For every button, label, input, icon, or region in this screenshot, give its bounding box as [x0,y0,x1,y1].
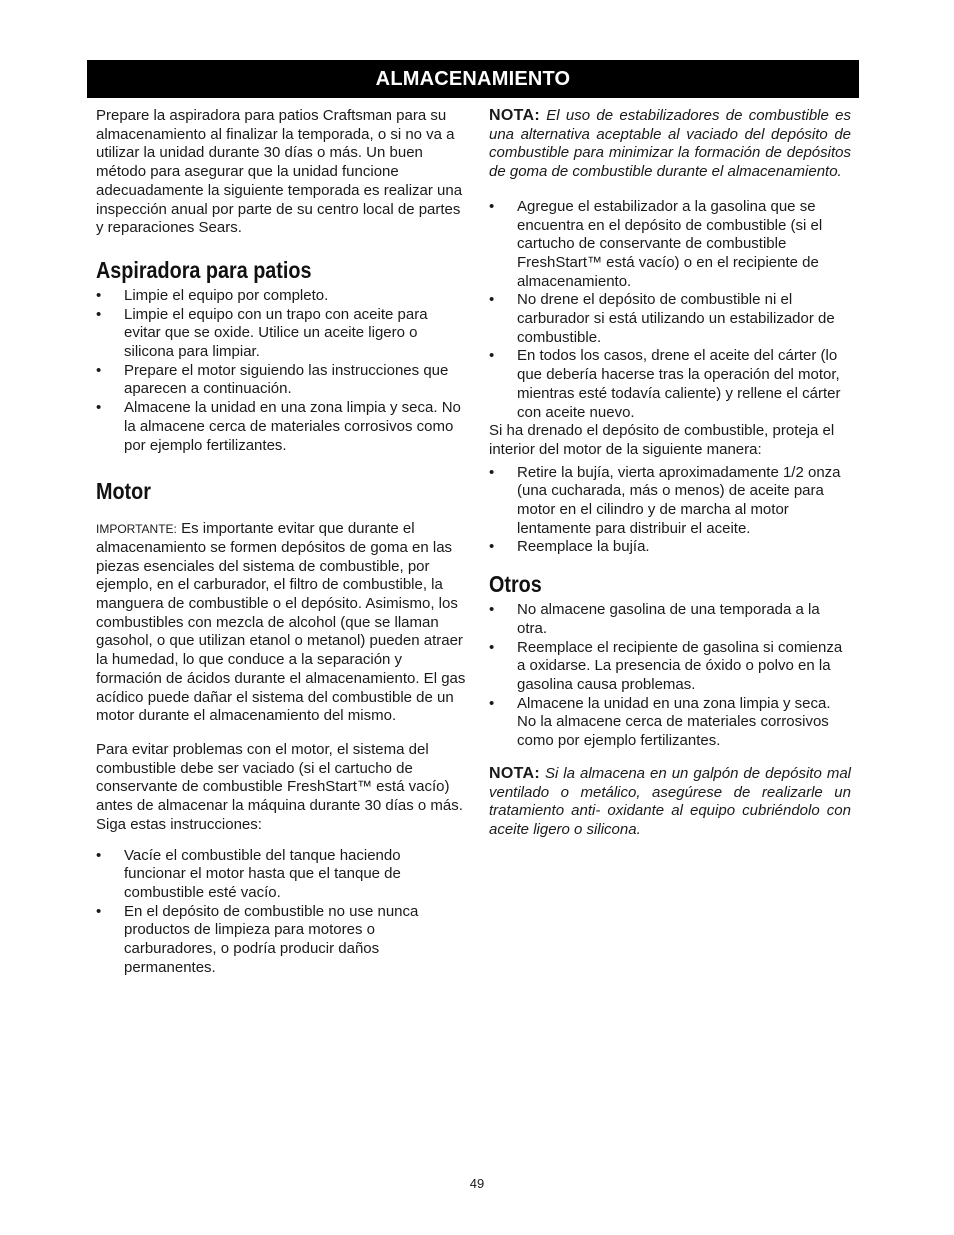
list-item: • Limpie el equipo por completo. [96,286,329,304]
bullet-icon: • [489,694,495,712]
bullet-icon: • [96,305,102,323]
left-column [96,107,466,977]
bullet-icon: • [96,902,102,920]
list-item: • Almacene la unidad en una zona limpia y seca. No la almacene cerca de materiales corrosivos como por ejemplo fertilizantes. [96,399,461,454]
page-number: 49 [469,1176,485,1191]
bullet-icon: • [96,846,102,864]
list-item: • Vacíe el combustible del tanque haciendo funcionar el motor hasta que el tanque de combustible esté vacío. [96,846,401,901]
heading-aspiradora: Aspiradora para patios [96,256,312,283]
estabilizador-list [489,198,851,422]
list-item: • Retire la bujía, vierta aproximadamente 1/2 onza (una cucharada, más o menos) de aceite para motor en el cilindro y de marcha al motor lentamente para distribuir el aceite. [489,463,841,537]
list-item: • En todos los casos, drene el aceite del cárter (lo que debería hacerse tras la operación del motor, mientras esté todavía caliente) y rellene el cárter con aceite nuevo. [489,347,841,421]
bujia-list [489,464,851,558]
nota-galpon: NOTA: Si la almacena en un galpón de depósito mal ventilado o metálico, asegúrese de realizarle un tratamiento anti- oxidante al equipo cubriéndolo con aceite ligero o silicona. [489,764,851,838]
list-item: • En el depósito de combustible no use nunca productos de limpieza para motores o carburadores, o podría producir daños permanentes. [96,902,419,976]
intro-paragraph: Prepare la aspiradora para patios Craftsman para su almacenamiento al finalizar la temporada, o si no va a utilizar la unidad durante 30 días o más. Un buen método para asegurar que la unidad funcione adecuadamente la siguiente temporada es realizar una inspección anual por parte de su centro local de partes y reparaciones Sears. [96,107,463,237]
nota-label: NOTA: [489,764,540,782]
list-item: • Reemplace la bujía. [489,538,650,556]
importante-label: IMPORTANTE: [96,522,177,537]
otros-list [489,601,851,751]
list-item: • Limpie el equipo con un trapo con aceite para evitar que se oxide. Utilice un aceite ligero o silicona para limpiar. [96,305,428,361]
list-item: • No drene el depósito de combustible ni el carburador si está utilizando un estabilizador de combustible. [489,291,835,346]
motor-list [96,847,466,978]
bullet-icon: • [489,638,495,656]
bullet-icon: • [96,286,102,304]
heading-motor: Motor [96,478,151,505]
bullet-icon: • [96,361,102,379]
bullet-icon: • [489,197,495,215]
motor-paragraph: Para evitar problemas con el motor, el sistema del combustible debe ser vaciado (si el cartucho de conservante de combustible FreshStart™ está vacío) antes de almacenar la máquina durante 30 días o más. Siga estas instrucciones: [96,740,463,833]
bullet-icon: • [96,399,102,417]
drenado-paragraph: Si ha drenado el depósito de combustible, proteja el interior del motor de la siguiente manera: [489,422,835,458]
bullet-icon: • [489,347,495,365]
nota-estabilizador: NOTA: El uso de estabilizadores de combustible es una alternativa aceptable al vaciado del depósito de combustible para minimizar la formación de depósitos de goma de combustible durante el almacenamiento. [489,107,851,181]
importante-paragraph: IMPORTANTE: Es importante evitar que durante el almacenamiento se formen depósitos de goma en las piezas esenciales del sistema de combustible, por ejemplo, en el carburador, el filtro de combustible, la manguera de combustible o el depósito. Asimismo, los combustibles con mezcla de alcohol (que se llaman gasohol, o que utilizan etanol o metanol) pueden atraer la humedad, lo que conduce a la separación y formación de ácidos durante el almacenamiento. El gas acídico puede dañar el sistema del combustible de un motor durante el almacenamiento del mismo. [96,520,466,725]
bullet-icon: • [489,291,495,309]
list-item: • Agregue el estabilizador a la gasolina que se encuentra en el depósito de combustible (si el cartucho de conservante de combustible FreshStart™ está vacío) o en el recipiente de almacenamiento. [489,197,823,290]
nota-label: NOTA: [489,107,540,124]
bullet-icon: • [489,601,495,619]
heading-otros: Otros [489,571,542,598]
list-item: • Prepare el motor siguiendo las instrucciones que aparecen a continuación. [96,361,449,398]
right-column [489,107,851,840]
aspiradora-list [96,287,466,455]
bullet-icon: • [489,463,495,481]
bullet-icon: • [489,538,495,556]
section-banner [87,60,859,98]
section-title: ALMACENAMIENTO [375,67,571,90]
list-item: • Almacene la unidad en una zona limpia y seca. No la almacene cerca de materiales corrosivos como por ejemplo fertilizantes. [489,694,831,750]
list-item: • No almacene gasolina de una temporada a la otra. [489,601,820,637]
list-item: • Reemplace el recipiente de gasolina si comienza a oxidarse. La presencia de óxido o polvo en la gasolina causa problemas. [489,638,843,693]
